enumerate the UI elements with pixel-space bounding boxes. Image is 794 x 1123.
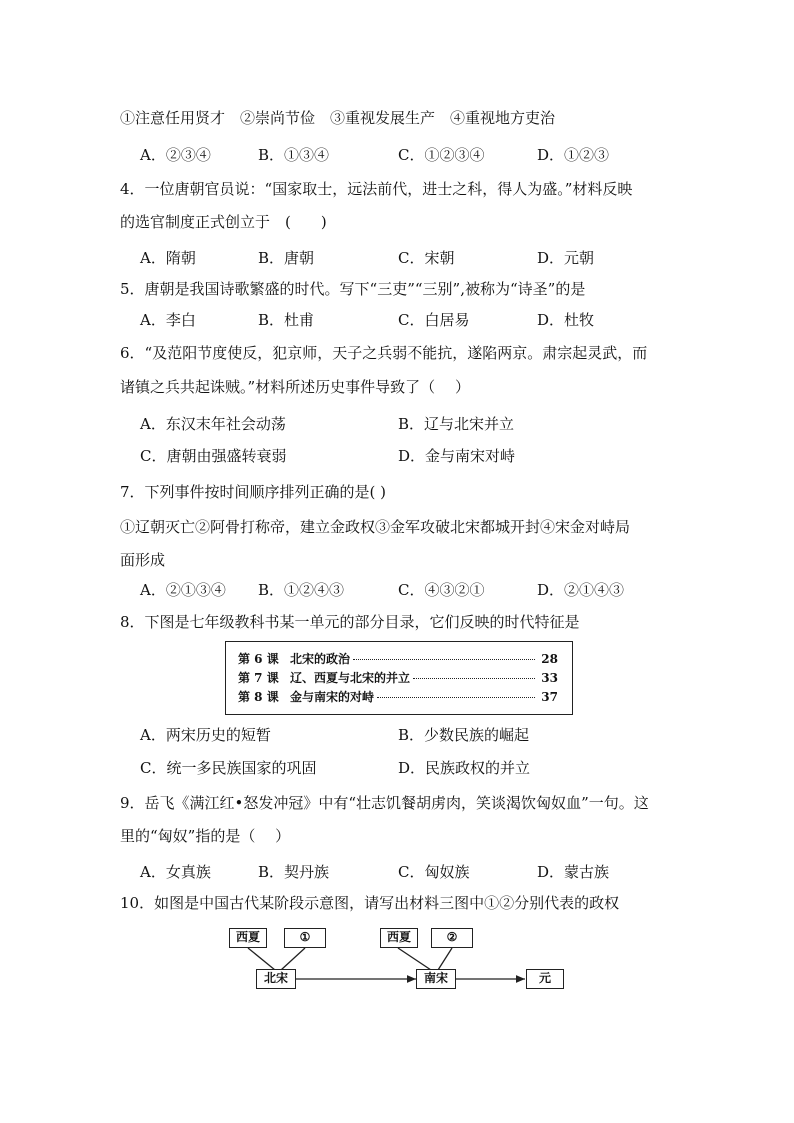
q9-option-d: D．蒙古族	[537, 863, 610, 881]
toc-page: 28	[541, 652, 558, 666]
q9-option-c: C．匈奴族	[398, 863, 470, 881]
q9-option-b: B．契丹族	[258, 863, 330, 881]
toc-page: 33	[541, 671, 558, 685]
connector-line	[438, 948, 452, 970]
yuan-box: 元	[526, 969, 564, 989]
xixia-box-1: 西夏	[229, 928, 267, 948]
q3-option-d: D．①②③	[537, 146, 610, 164]
q5-option-a: A．李白	[140, 311, 196, 329]
q8-option-c: C．统一多民族国家的巩固	[140, 759, 317, 777]
q8-option-b: B．少数民族的崛起	[398, 726, 530, 744]
q4-option-b: B．唐朝	[258, 249, 315, 267]
q3-option-b: B．①③④	[258, 146, 330, 164]
q9-option-a: A．女真族	[140, 863, 211, 881]
q7-option-c: C．④③②①	[398, 581, 485, 599]
toc-title: 辽、西夏与北宋的并立	[290, 671, 411, 685]
q8-option-a: A．两宋历史的短暂	[140, 726, 271, 744]
blank-box-1: ①	[284, 928, 326, 948]
q7-option-d: D．②①④③	[537, 581, 625, 599]
q4-option-c: C．宋朝	[398, 249, 455, 267]
q6-option-b: B．辽与北宋并立	[398, 415, 515, 433]
connector-line	[248, 948, 275, 970]
q3-option-c: C．①②③④	[398, 146, 485, 164]
q5-option-c: C．白居易	[398, 311, 470, 329]
toc-lesson: 第 6 课	[238, 652, 279, 666]
q4-option-d: D．元朝	[537, 249, 595, 267]
toc-lesson: 第 7 课	[238, 671, 279, 685]
q5-stem: 5．唐朝是我国诗歌繁盛的时代。写下“三吏”“三别”,被称为“诗圣”的是	[120, 280, 586, 298]
q7-stem-line3: 面形成	[120, 551, 166, 569]
q6-option-d: D．金与南宋对峙	[398, 447, 516, 465]
q7-option-b: B．①②④③	[258, 581, 345, 599]
toc-page: 37	[541, 690, 558, 704]
q8-option-d: D．民族政权的并立	[398, 759, 531, 777]
connector-line	[281, 948, 305, 970]
blank-box-2: ②	[431, 928, 473, 948]
q6-option-a: A．东汉末年社会动荡	[140, 415, 286, 433]
nansong-box: 南宋	[416, 969, 456, 989]
xixia-box-2: 西夏	[380, 928, 418, 948]
connector-line	[398, 948, 431, 970]
q4-stem-line1: 4．一位唐朝官员说：“国家取士，远法前代，进士之科，得人为盛。”材料反映	[120, 180, 633, 198]
q6-option-c: C．唐朝由强盛转衰弱	[140, 447, 287, 465]
q7-stem-line1: 7．下列事件按时间顺序排列正确的是( )	[120, 483, 387, 501]
q6-stem-line1: 6．“及范阳节度使反，犯京师，天子之兵弱不能抗，遂陷两京。肃宗起灵武，而	[120, 344, 648, 362]
q8-stem: 8．下图是七年级教科书某一单元的部分目录，它们反映的时代特征是	[120, 613, 580, 631]
q4-stem-line2: 的选官制度正式创立于 ( )	[120, 213, 327, 231]
q3-stem: ①注意任用贤才 ②崇尚节俭 ③重视发展生产 ④重视地方吏治	[120, 109, 556, 127]
q4-option-a: A．隋朝	[140, 249, 196, 267]
toc-title: 金与南宋的对峙	[290, 690, 375, 704]
toc-title: 北宋的政治	[290, 652, 351, 666]
q5-option-d: D．杜牧	[537, 311, 595, 329]
q3-option-a: A．②③④	[140, 146, 211, 164]
beisong-box: 北宋	[256, 969, 296, 989]
q7-stem-line2: ①辽朝灭亡②阿骨打称帝，建立金政权③金军攻破北宋都城开封④宋金对峙局	[120, 518, 631, 536]
toc-lesson: 第 8 课	[238, 690, 279, 704]
q9-stem-line1: 9．岳飞《满江红•怒发冲冠》中有“壮志饥餐胡虏肉，笑谈渴饮匈奴血”一句。这	[120, 794, 649, 812]
q5-option-b: B．杜甫	[258, 311, 315, 329]
q7-option-a: A．②①③④	[140, 581, 226, 599]
q10-stem: 10．如图是中国古代某阶段示意图，请写出材料三图中①②分别代表的政权	[120, 894, 620, 912]
q6-stem-line2: 诸镇之兵共起诛贼。”材料所述历史事件导致了（ ）	[120, 378, 470, 396]
q9-stem-line2: 里的“匈奴”指的是（ ）	[120, 827, 291, 845]
